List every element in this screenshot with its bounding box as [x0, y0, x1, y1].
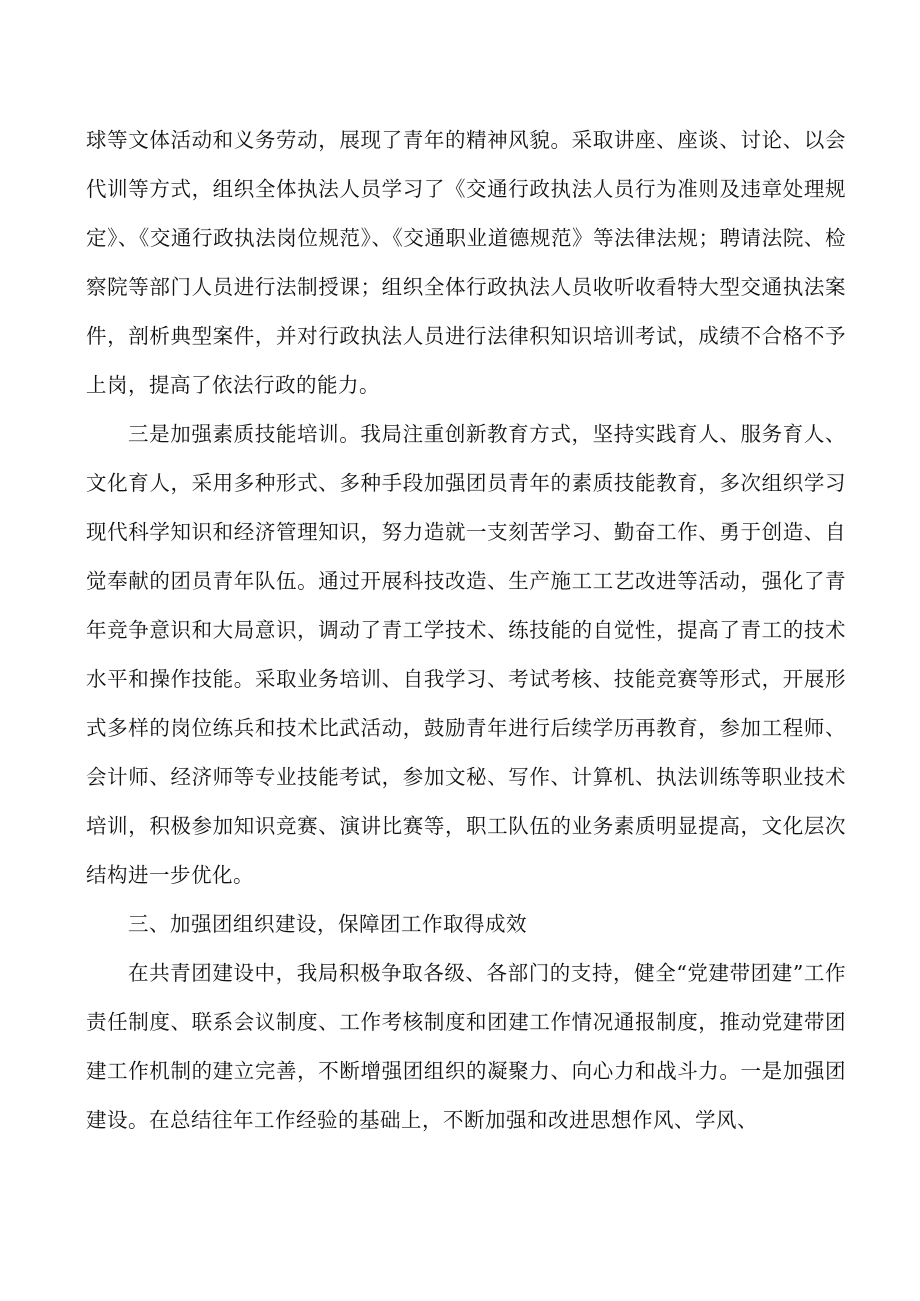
- paragraph-continuation: 球等文体活动和义务劳动，展现了青年的精神风貌。采取讲座、座谈、讨论、以会代训等方式，组织全体执法人员学习了《交通行政执法人员行为准则及违章处理规定》、《交通行政执法岗位规范》、《交通职业道德规范》等法律法规；聘请法院、检察院等部门人员进行法制授课；组织全体行政执法人员收听收看特大型交通执法案件，剖析典型案件，并对行政执法人员进行法律积知识培训考试，成绩不合格不予上岗，提高了依法行政的能力。: [86, 128, 846, 397]
- paragraph-league-building: 在共青团建设中，我局积极争取各级、各部门的支持，健全“党建带团建”工作责任制度、联系会议制度、工作考核制度和团建工作情况通报制度，推动党建带团建工作机制的建立完善，不断增强团组织的凝聚力、向心力和战斗力。一是加强团建设。在总结往年工作经验的基础上，不断加强和改进思想作风、学风、: [86, 961, 846, 1132]
- document-body: [86, 116, 846, 1145]
- paragraph-skills-training: 三是加强素质技能培训。我局注重创新教育方式，坚持实践育人、服务育人、文化育人，采用多种形式、多种手段加强团员青年的素质技能教育，多次组织学习现代科学知识和经济管理知识，努力造就一支刻苦学习、勤奋工作、勇于创造、自觉奉献的团员青年队伍。通过开展科技改造、生产施工工艺改进等活动，强化了青年竞争意识和大局意识，调动了青工学技术、练技能的自觉性，提高了青工的技术水平和操作技能。采取业务培训、自我学习、考试考核、技能竞赛等形式，开展形式多样的岗位练兵和技术比武活动，鼓励青年进行后续学历再教育，参加工程师、会计师、经济师等专业技能考试，参加文秘、写作、计算机、执法训练等职业技术培训，积极参加知识竞赛、演讲比赛等，职工队伍的业务素质明显提高，文化层次结构进一步优化。: [86, 422, 846, 887]
- section-heading: 三、加强团组织建设，保障团工作取得成效: [128, 912, 527, 936]
